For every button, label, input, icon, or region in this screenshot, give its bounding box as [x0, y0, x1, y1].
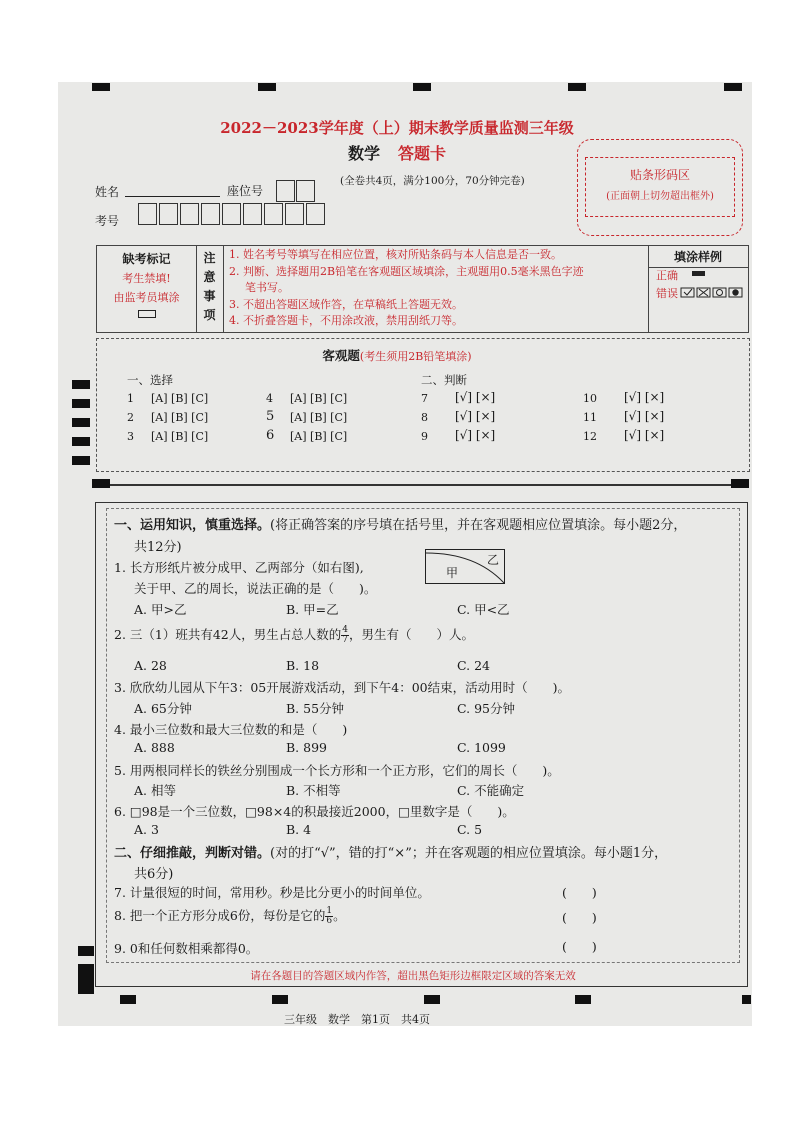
notice-item: 4. 不折叠答题卡，不用涂改液，禁用刮纸刀等。 [229, 314, 463, 327]
judge-options[interactable]: [√] [×] [455, 390, 496, 404]
choice-options[interactable]: [A] [B] [C] [290, 411, 348, 424]
section1-instruction-cont: 共12分) [134, 540, 182, 555]
exam-no-box[interactable] [285, 203, 304, 225]
judge-options[interactable]: [√] [×] [624, 390, 665, 404]
section2-instruction: (对的打“√”，错的打“×”；并在客观题的相应位置填涂。每小题1分， [270, 846, 668, 861]
fraction-1-6 [325, 907, 333, 926]
answer-paren[interactable]: ( ) [562, 939, 597, 954]
fraction-denominator: 7 [342, 635, 348, 645]
answer-area-warning: 请在各题目的答题区域内作答，超出黑色矩形边框限定区域的答案无效 [250, 970, 576, 982]
barcode-title: 贴条形码区 [629, 168, 690, 182]
absent-mark-box[interactable] [138, 310, 156, 318]
fraction-numerator: 4 [342, 625, 348, 635]
timing-mark [272, 995, 288, 1004]
q4-option-b[interactable]: B. 899 [286, 740, 327, 755]
objective-title-text: 客观题 [322, 348, 360, 363]
timing-mark [568, 83, 586, 91]
barcode-area [585, 157, 735, 217]
q5-option-c[interactable]: C. 不能确定 [457, 783, 525, 798]
sample-wrong-marks-icon [680, 287, 744, 298]
section1-title: 一、运用知识，慎重选择。 [114, 518, 271, 533]
figure-label-jia: 甲 [446, 566, 459, 580]
sample-title: 填涂样例 [648, 248, 748, 268]
judge-section-label: 二、判断 [421, 373, 467, 387]
question-3: 3. 欣欣幼儿园从下午3：05开展游戏活动，到下午4：00结束，活动用时（ )。 [114, 680, 570, 695]
q6-option-a[interactable]: A. 3 [134, 822, 159, 837]
question-2 [114, 625, 474, 645]
separator-line [110, 484, 731, 486]
choice-number: 3 [127, 430, 134, 443]
choice-section-label: 一、选择 [127, 373, 173, 387]
exam-no-box[interactable] [222, 203, 241, 225]
timing-mark [92, 83, 110, 91]
absent-line1: 考生禁填! [122, 272, 171, 285]
choice-options[interactable]: [A] [B] [C] [151, 430, 209, 443]
exam-no-box[interactable] [180, 203, 199, 225]
notice-item: 2. 判断、选择题用2B铅笔在客观题区域填涂，主观题用0.5毫米黑色字迹 [229, 264, 584, 278]
notice-table [96, 245, 749, 333]
choice-options[interactable]: [A] [B] [C] [290, 430, 348, 443]
question-1-figure [425, 549, 505, 584]
timing-mark [78, 946, 94, 956]
subject-label: 数学 [347, 144, 380, 163]
choice-options[interactable]: [A] [B] [C] [151, 392, 209, 405]
q2-option-b[interactable]: B. 18 [286, 658, 320, 673]
question-8 [114, 906, 346, 926]
seat-box[interactable] [296, 180, 315, 202]
question-5: 5. 用两根同样长的铁丝分别围成一个长方形和一个正方形，它们的周长（ )。 [114, 763, 560, 778]
exam-title: 2022－2023学年度（上）期末教学质量监测三年级 [220, 119, 574, 137]
q3-option-c[interactable]: C. 95分钟 [457, 701, 515, 716]
q1-option-c[interactable]: C. 甲<乙 [457, 602, 510, 617]
card-label: 答题卡 [398, 144, 447, 163]
section2-title: 二、仔细推敲，判断对错。 [114, 846, 271, 861]
question-1-line1: 1. 长方形纸片被分成甲、乙两部分（如右图), [114, 560, 364, 575]
question-2-text-end: ，男生有（ ）人。 [349, 627, 475, 642]
exam-no-box[interactable] [243, 203, 262, 225]
page-footer: 三年级 数学 第1页 共4页 [284, 1013, 430, 1026]
exam-no-box[interactable] [264, 203, 283, 225]
q6-option-c[interactable]: C. 5 [457, 822, 483, 837]
judge-number: 7 [421, 392, 428, 405]
absent-title: 缺考标记 [122, 252, 171, 266]
judge-options[interactable]: [√] [×] [624, 428, 665, 442]
question-9: 9. 0和任何数相乘都得0。 [114, 941, 259, 956]
question-7: 7. 计量很短的时间，常用秒。秒是比分更小的时间单位。 [114, 885, 430, 900]
figure-label-yi: 乙 [487, 553, 500, 567]
exam-no-box[interactable] [306, 203, 325, 225]
q2-option-c[interactable]: C. 24 [457, 658, 490, 673]
timing-mark [258, 83, 276, 91]
timing-mark [742, 995, 751, 1004]
choice-number: 4 [266, 392, 273, 405]
judge-number: 9 [421, 430, 428, 443]
answer-paren[interactable]: ( ) [562, 885, 597, 900]
timing-mark [72, 437, 90, 446]
answer-paren[interactable]: ( ) [562, 910, 597, 925]
notice-item: 3. 不超出答题区域作答，在草稿纸上答题无效。 [229, 297, 463, 311]
attention-char: 注 [203, 251, 216, 265]
q5-option-a[interactable]: A. 相等 [134, 783, 176, 798]
fraction-numerator: 1 [326, 906, 333, 916]
sample-wrong-label: 错误 [656, 287, 678, 300]
attention-column [196, 246, 224, 332]
attention-char: 事 [203, 289, 216, 303]
timing-mark [120, 995, 136, 1004]
q2-option-a[interactable]: A. 28 [134, 658, 167, 673]
sample-correct-mark [692, 271, 705, 276]
question-8-text-end: 。 [333, 908, 346, 923]
notice-item: 1. 姓名考号等填写在相应位置，核对所贴条码与本人信息是否一致。 [229, 248, 562, 261]
timing-mark [731, 479, 749, 488]
judge-options[interactable]: [√] [×] [624, 409, 665, 423]
q1-option-a[interactable]: A. 甲>乙 [134, 602, 187, 617]
exam-no-box[interactable] [138, 203, 157, 225]
exam-no-label: 考号 [95, 214, 120, 228]
objective-title [0, 346, 794, 364]
question-8-text: 8. 把一个正方形分成6份，每份是它的 [114, 908, 326, 923]
question-6: 6. □98是一个三位数，□98×4的积最接近2000，□里数字是（ )。 [114, 804, 515, 819]
timing-mark [92, 479, 110, 488]
absent-column [97, 246, 197, 332]
seat-label: 座位号 [227, 184, 264, 198]
exam-no-box[interactable] [159, 203, 178, 225]
judge-number: 12 [583, 430, 597, 443]
attention-char: 项 [203, 308, 216, 322]
question-2-text: 2. 三（1）班共有42人，男生占总人数的 [114, 627, 342, 642]
q1-option-b[interactable]: B. 甲=乙 [286, 602, 339, 617]
judge-options[interactable]: [√] [×] [455, 428, 496, 442]
q4-option-a[interactable]: A. 888 [134, 740, 175, 755]
timing-mark [575, 995, 591, 1004]
objective-hint: (考生须用2B铅笔填涂) [359, 350, 472, 363]
sample-column [648, 246, 748, 332]
question-4: 4. 最小三位数和最大三位数的和是（ ) [114, 722, 348, 737]
choice-number: 1 [127, 392, 134, 405]
absent-line2: 由监考员填涂 [113, 291, 180, 304]
q4-option-c[interactable]: C. 1099 [457, 740, 506, 755]
judge-options[interactable]: [√] [×] [455, 409, 496, 423]
fraction-4-7 [341, 626, 349, 645]
timing-mark [424, 995, 440, 1004]
notice-item: 笔书写。 [245, 281, 289, 294]
timing-mark [72, 456, 90, 465]
question-1-line2: 关于甲、乙的周长，说法正确的是（ )。 [134, 581, 377, 596]
q3-option-a[interactable]: A. 65分钟 [134, 701, 192, 716]
timing-mark [724, 83, 742, 91]
section2-heading [114, 842, 667, 861]
sample-correct-label: 正确 [656, 269, 678, 282]
judge-number: 11 [583, 411, 597, 424]
exam-info: (全卷共4页，满分100分，70分钟完卷) [340, 175, 525, 187]
choice-options[interactable]: [A] [B] [C] [290, 392, 348, 405]
name-field[interactable] [125, 196, 220, 197]
timing-mark [413, 83, 431, 91]
choice-number: 2 [127, 411, 134, 424]
name-label: 姓名 [95, 185, 120, 199]
choice-number: 6 [266, 428, 275, 443]
choice-options[interactable]: [A] [B] [C] [151, 411, 209, 424]
judge-number: 8 [421, 411, 428, 424]
barcode-hint: (正面朝上切勿超出框外) [606, 191, 714, 202]
fraction-denominator: 6 [326, 916, 333, 926]
q5-option-b[interactable]: B. 不相等 [286, 783, 341, 798]
notice-items [223, 246, 649, 332]
attention-char: 意 [203, 270, 216, 284]
timing-mark [72, 418, 90, 427]
timing-mark [72, 399, 90, 408]
choice-number: 5 [266, 409, 275, 424]
judge-number: 10 [583, 392, 597, 405]
q3-option-b[interactable]: B. 55分钟 [286, 701, 345, 716]
section2-instruction-cont: 共6分) [134, 867, 174, 882]
exam-no-box[interactable] [201, 203, 220, 225]
section1-instruction: (将正确答案的序号填在括号里，并在客观题相应位置填涂。每小题2分， [270, 518, 687, 533]
timing-mark [72, 380, 90, 389]
seat-box[interactable] [276, 180, 295, 202]
section1-heading [114, 514, 686, 533]
q6-option-b[interactable]: B. 4 [286, 822, 312, 837]
